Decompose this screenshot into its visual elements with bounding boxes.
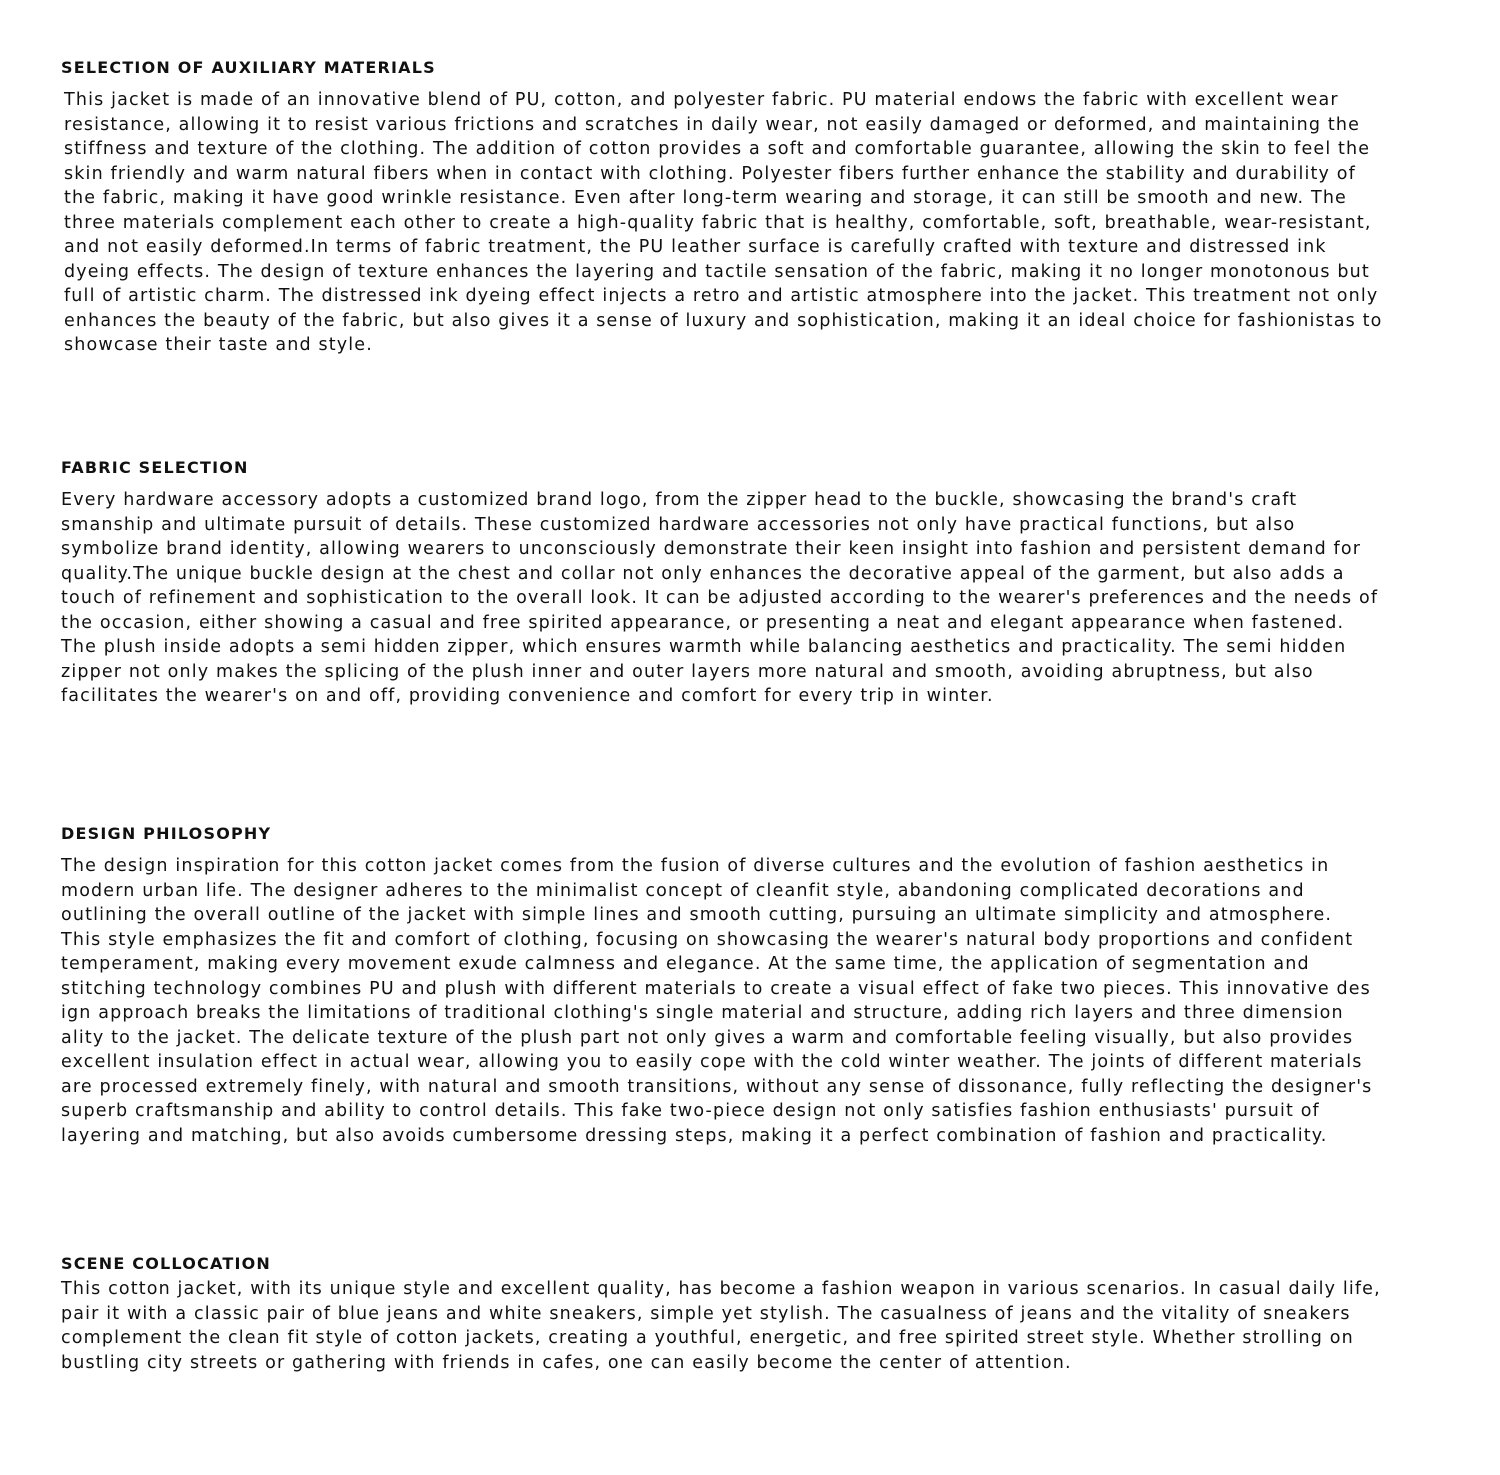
section-body: This jacket is made of an innovative blend of PU, cotton, and polyester fabric. PU material endows the fabric with excellent wear resistance, allowing it to resist various frictions and scratches in daily wear, not easily damaged or deformed, and maintaining the stiffness and texture of the clothing. The addition of cotton provides a soft and comfortable guarantee, allowing the skin to feel the skin friendly and warm natural fibers when in contact with clothing. Polyester fibers further enhance the stability and durability of the fabric, making it have good wrinkle resistance. Even after long-term wearing and storage, it can still be smooth and new. The three materials complement each other to create a high-quality fabric that is healthy, comfortable, soft, breathable, wear-resistant, and not easily deformed.In terms of fabric treatment, the PU leather surface is carefully crafted with texture and distressed ink dyeing effects. The design of texture enhances the layering and tactile sensation of the fabric, making it no longer monotonous but full of artistic charm. The distressed ink dyeing effect injects a retro and artistic atmosphere into the jacket. This treatment not only enhances the beauty of the fabric, but also gives it a sense of luxury and sophistication, making it an ideal choice for fashionistas to showcase their taste and style. (64, 90, 1383, 355)
section-body: The design inspiration for this cotton jacket comes from the fusion of diverse cultures and the evolution of fashion aesthetics in modern urban life. The designer adheres to the minimalist concept of cleanfit style, abandoning complicated decorations and outlining the overall outline of the jacket with simple lines and smooth cutting, pursuing an ultimate simplicity and atmosphere. This style emphasizes the fit and comfort of clothing, focusing on showcasing the wearer's natural body proportions and confident temperament, making every movement exude calmness and elegance. At the same time, the application of segmentation and stitching technology combines PU and plush with different materials to create a visual effect of fake two pieces. This innovative des ign approach breaks the limitations of traditional clothing's single material and structure, adding rich layers and three dimension ality to the jacket. The delicate texture of the plush part not only gives a warm and comfortable feeling visually, but also provides excellent insulation effect in actual wear, allowing you to easily cope with the cold winter weather. The joints of different materials are processed extremely finely, with natural and smooth transitions, without any sense of dissonance, fully reflecting the designer's superb craftsmanship and ability to control details. This fake two-piece design not only satisfies fashion enthusiasts' pursuit of layering and matching, but also avoids cumbersome dressing steps, making it a perfect combination of fashion and practicality. (61, 856, 1373, 1146)
section-heading: SELECTION OF AUXILIARY MATERIALS (61, 58, 436, 77)
section-body: Every hardware accessory adopts a customized brand logo, from the zipper head to the buckle, showcasing the brand's craft smanship and ultimate pursuit of details. These customized hardware accessories not only have practical functions, but also symbolize brand identity, allowing wearers to unconsciously demonstrate their keen insight into fashion and persistent demand for quality.The unique buckle design at the chest and collar not only enhances the decorative appeal of the garment, but also adds a touch of refinement and sophistication to the overall look. It can be adjusted according to the wearer's preferences and the needs of the occasion, either showing a casual and free spirited appearance, or presenting a neat and elegant appearance when fastened. The plush inside adopts a semi hidden zipper, which ensures warmth while balancing aesthetics and practicality. The semi hidden zipper not only makes the splicing of the plush inner and outer layers more natural and smooth, avoiding abruptness, but also facilitates the wearer's on and off, providing convenience and comfort for every trip in winter. (61, 490, 1379, 706)
section-heading: FABRIC SELECTION (61, 458, 249, 477)
section-fabric-selection (61, 458, 1486, 709)
section-heading: SCENE COLLOCATION (61, 1254, 271, 1273)
section-scene-collocation (61, 1254, 1486, 1375)
section-design-philosophy (61, 824, 1486, 1148)
section-heading: DESIGN PHILOSOPHY (61, 824, 272, 843)
section-body: This cotton jacket, with its unique style and excellent quality, has become a fashion weapon in various scenarios. In casual daily life, pair it with a classic pair of blue jeans and white sneakers, simple yet stylish. The casualness of jeans and the vitality of sneakers complement the clean fit style of cotton jackets, creating a youthful, energetic, and free spirited street style. Whether strolling on bustling city streets or gathering with friends in cafes, one can easily become the center of attention. (61, 1279, 1381, 1373)
section-auxiliary-materials (61, 58, 1486, 358)
